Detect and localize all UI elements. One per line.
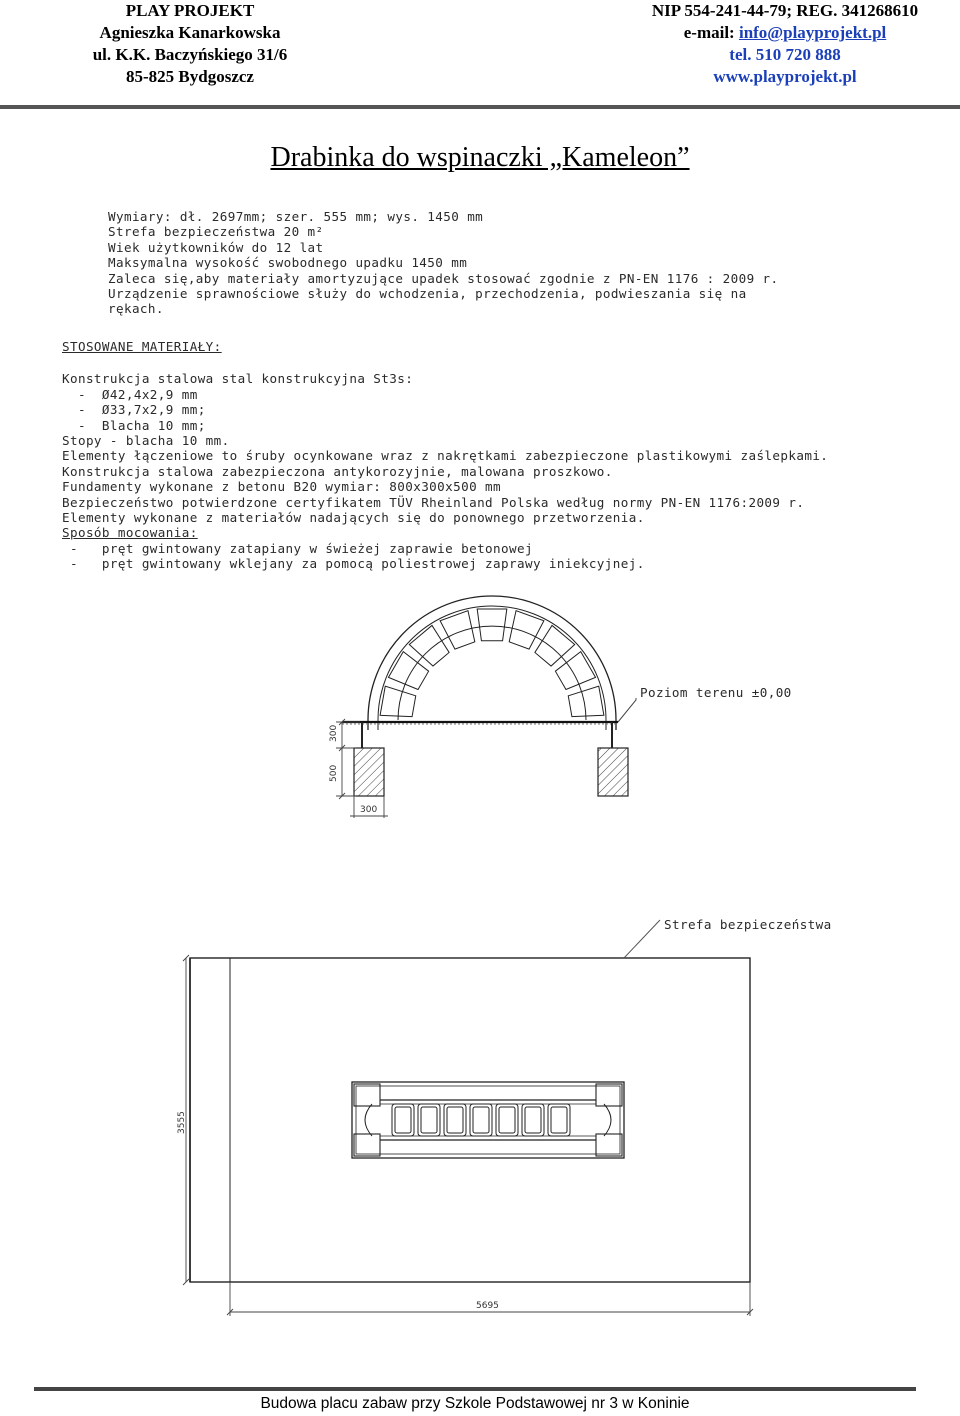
plan-rung-inner [421, 1107, 437, 1133]
dim-300-horizontal: 300 [360, 805, 378, 815]
postal-city: 85-825 Bydgoszcz [126, 67, 254, 86]
dim-300-vertical: 300 [329, 724, 339, 742]
company-name: PLAY PROJEKT [125, 1, 255, 20]
right-foundation [598, 748, 628, 796]
safety-zone-label: Strefa bezpieczeństwa [664, 917, 832, 932]
material-line: - Ø33,7x2,9 mm; [62, 402, 206, 418]
left-foundation [354, 748, 384, 796]
arch-rungs [380, 609, 604, 717]
material-line: Fundamenty wykonane z betonu B20 wymiar: 800x300x500 mm [62, 479, 502, 495]
arch-frame [368, 596, 616, 730]
dim-height: 3555 [177, 1111, 187, 1134]
material-line: Elementy wykonane z materiałów nadających się do ponownego przetworzenia. [62, 510, 645, 526]
materials-block [62, 339, 828, 572]
plan-view [183, 920, 753, 1316]
material-line: Konstrukcja stalowa zabezpieczona antykorozyjnie, malowana proszkowo. [62, 463, 613, 479]
ground-level-label: Poziom terenu ±0,00 [640, 685, 792, 700]
material-line: Elementy łączeniowe to śruby ocynkowane wraz z nakrętkami zabezpieczone plastikowymi zaślepkami. [62, 448, 829, 464]
mounting-heading: Sposób mocowania: [62, 525, 198, 541]
plan-rung-inner [395, 1107, 411, 1133]
letterhead [0, 0, 960, 110]
plan-rung-inner [473, 1107, 489, 1133]
arch-rung [477, 609, 507, 641]
mounting-line: - pręt gwintowany wklejany za pomocą poliestrowej zaprawy iniekcyjnej. [62, 556, 645, 572]
arch-rung [535, 625, 575, 666]
base-plate [596, 1084, 622, 1106]
spec-line: rękach. [108, 301, 164, 317]
nip-reg: NIP 554-241-44-79; REG. 341268610 [651, 1, 919, 20]
footer-divider [34, 1387, 916, 1391]
plan-rung-inner [551, 1107, 567, 1133]
header-divider [0, 105, 960, 109]
email-label: e-mail: [683, 23, 739, 42]
spec-line: Wiek użytkowników do 12 lat [108, 239, 324, 255]
plan-arc-end [365, 1104, 372, 1136]
spec-line: Wymiary: dł. 2697mm; szer. 555 mm; wys. 1450 mm [108, 209, 484, 224]
phone-number: tel. 510 720 888 [729, 45, 841, 64]
base-plate [596, 1134, 622, 1156]
plan-rungs [365, 1104, 611, 1136]
base-plate [354, 1084, 380, 1106]
arch-rung [409, 625, 449, 666]
spec-line: Zaleca się,aby materiały amortyzujące upadek stosować zgodnie z PN-EN 1176 : 2009 r. [108, 270, 779, 286]
plan-rung-inner [525, 1107, 541, 1133]
dim-500-vertical: 500 [329, 764, 339, 782]
email-row [620, 22, 950, 44]
specification-block [108, 209, 779, 317]
base-plate [354, 1134, 380, 1156]
material-line: - Blacha 10 mm; [62, 417, 206, 433]
dim-width: 5695 [476, 1301, 499, 1311]
spec-line: Maksymalna wysokość swobodnego upadku 1450 mm [108, 255, 468, 271]
materials-heading: STOSOWANE MATERIAŁY: [62, 339, 222, 354]
owner-name: Agnieszka Kanarkowska [99, 23, 281, 42]
spec-line: Strefa bezpieczeństwa 20 m² [108, 224, 324, 240]
company-contact-block [620, 0, 950, 88]
footer-text: Budowa placu zabaw przy Szkole Podstawowej nr 3 w Koninie [260, 1395, 690, 1412]
material-line: Bezpieczeństwo potwierdzone certyfikatem TÜV Rheinland Polska według normy PN-EN 1176:2009 r. [62, 494, 805, 510]
company-address-block [70, 0, 310, 88]
mounting-line: - pręt gwintowany zatapiany w świeżej zaprawie betonowej [62, 540, 533, 556]
zone-label-leader [624, 920, 660, 958]
material-line: - Ø42,4x2,9 mm [62, 386, 198, 402]
ladder-plan [352, 1082, 624, 1158]
material-line: Konstrukcja stalowa stal konstrukcyjna St3s: [62, 371, 414, 387]
document-title: Drabinka do wspinaczki „Kameleon” [270, 142, 690, 173]
material-line: Stopy - blacha 10 mm. [62, 433, 230, 449]
plan-arc-end [604, 1104, 611, 1136]
plan-rung-inner [499, 1107, 515, 1133]
technical-drawing [0, 580, 960, 1380]
website-link[interactable]: www.playprojekt.pl [713, 67, 857, 86]
spec-line: Urządzenie sprawnościowe służy do wchodzenia, przechodzenia, podwieszania się na [108, 286, 747, 302]
plan-rung-inner [447, 1107, 463, 1133]
street-address: ul. K.K. Baczyńskiego 31/6 [92, 45, 288, 64]
side-elevation [336, 596, 636, 818]
email-link[interactable]: info@playprojekt.pl [738, 23, 887, 42]
